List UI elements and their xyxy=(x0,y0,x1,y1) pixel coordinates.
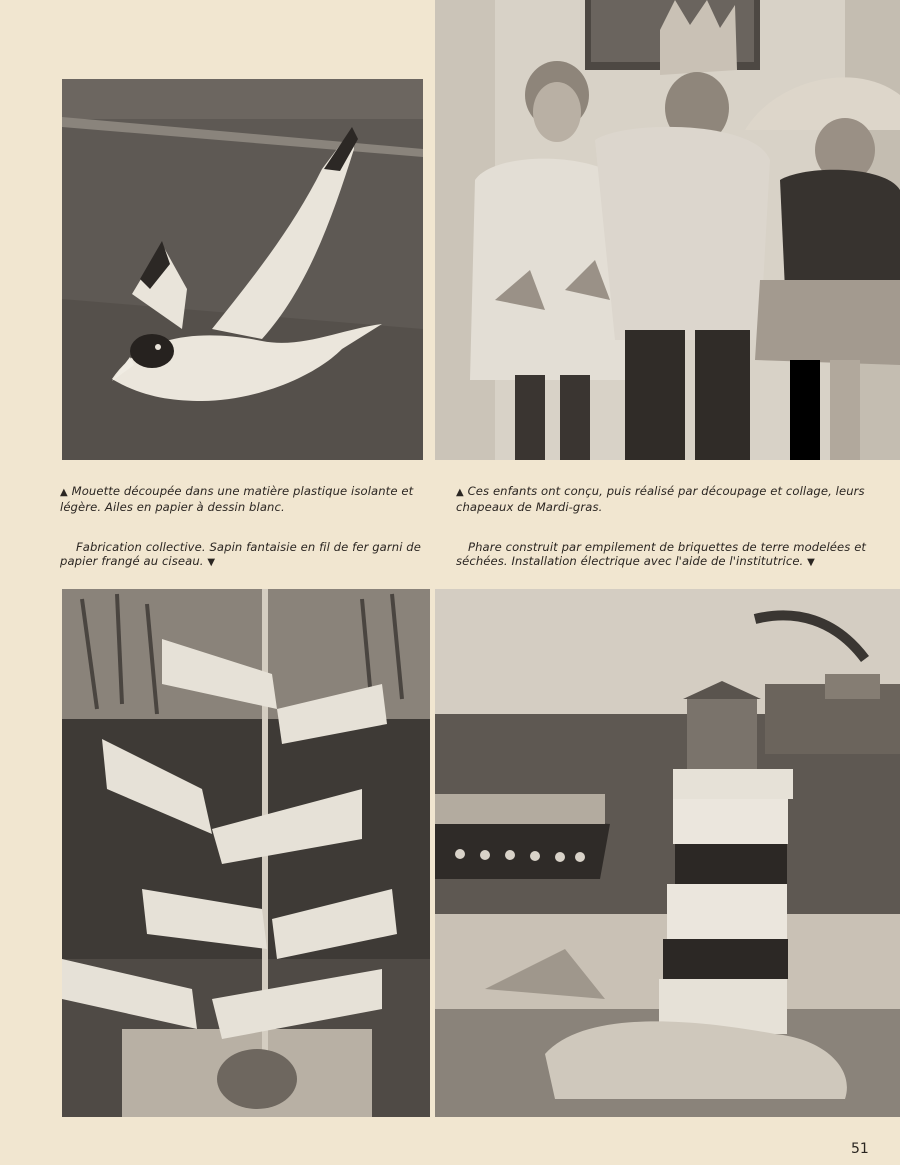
lighthouse-caption-text: Phare construit par empilement de briquettes de terre modelées et séchées. Installation électrique avec l'aide de l'institutrice. xyxy=(456,540,867,568)
page-number: 51 xyxy=(851,1141,869,1157)
children-caption-text: Ces enfants ont conçu, puis réalisé par découpage et collage, leurs chapeaux de Mardi-gras. xyxy=(456,484,865,514)
down-triangle-icon: ▼ xyxy=(207,557,216,568)
lighthouse-photo xyxy=(435,589,900,1117)
seagull-photo xyxy=(62,79,423,460)
children-caption xyxy=(456,484,886,514)
down-triangle-icon: ▼ xyxy=(807,557,815,568)
lighthouse-caption xyxy=(456,540,886,570)
seagull-caption xyxy=(60,484,425,514)
christmas-tree-photo xyxy=(62,589,430,1117)
up-triangle-icon: ▲ xyxy=(456,487,464,498)
children-hats-photo xyxy=(435,0,900,460)
tree-caption-text: Fabrication collective. Sapin fantaisie en fil de fer garni de papier frangé au ciseau. xyxy=(60,540,421,568)
seagull-caption-text: Mouette découpée dans une matière plastique isolante et légère. Ailes en papier à dessin blanc. xyxy=(60,484,414,514)
up-triangle-icon: ▲ xyxy=(60,487,68,498)
tree-caption xyxy=(60,540,425,570)
